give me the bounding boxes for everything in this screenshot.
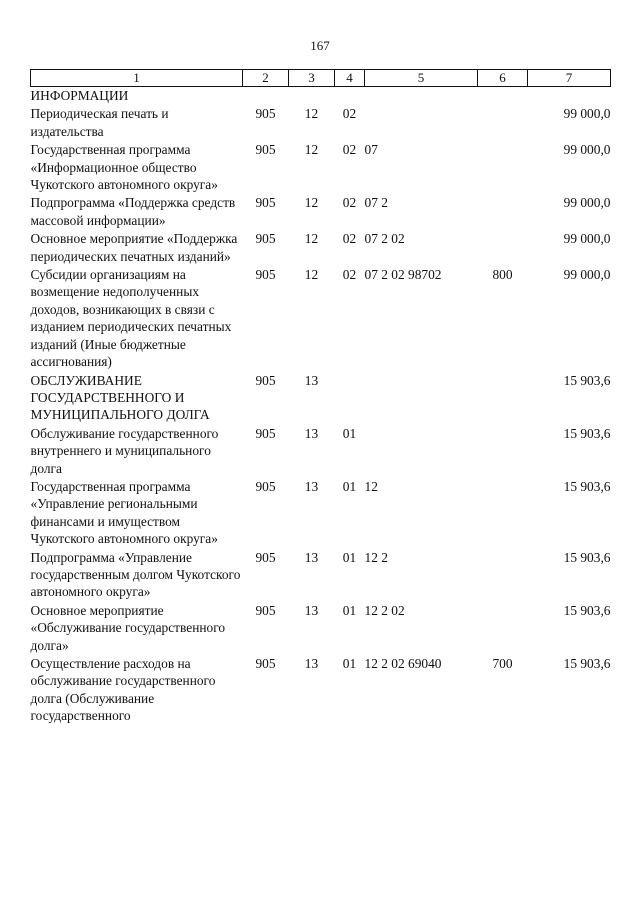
row-amount: 99 000,0 xyxy=(563,142,611,158)
row-expense-type xyxy=(478,141,528,194)
row-name: ОБСЛУЖИВАНИЕ ГОСУДАРСТВЕННОГО И МУНИЦИПАЛЬНОГО ДОЛГА xyxy=(30,372,210,423)
row-name: Основное мероприятие «Обслуживание государственного долга» xyxy=(30,602,226,653)
table-row xyxy=(31,87,611,106)
header-col-4: 4 xyxy=(335,70,365,87)
row-code-admin: 905 xyxy=(255,106,276,122)
row-section: 13 xyxy=(304,425,319,441)
header-col-1: 1 xyxy=(31,70,243,87)
row-name: Периодическая печать и издательства xyxy=(30,106,169,139)
row-expense-type xyxy=(478,602,528,655)
row-section xyxy=(289,87,335,106)
row-name: Осуществление расходов на обслуживание государственного долга (Обслуживание государственного xyxy=(30,656,216,724)
header-row xyxy=(31,70,611,87)
row-section: 13 xyxy=(304,549,319,565)
table-row xyxy=(31,478,611,549)
row-amount: 15 903,6 xyxy=(563,478,611,494)
row-amount: 99 000,0 xyxy=(563,231,611,247)
row-expense-type xyxy=(478,194,528,230)
row-name: Основное мероприятие «Поддержка периодических печатных изданий» xyxy=(30,231,238,264)
row-subsection: 02 xyxy=(342,195,357,211)
row-subsection: 02 xyxy=(342,267,357,283)
row-code-admin: 905 xyxy=(255,195,276,211)
page-number: 167 xyxy=(310,38,330,53)
row-subsection: 02 xyxy=(342,106,357,122)
header-col-7: 7 xyxy=(528,70,611,87)
table-row xyxy=(31,655,611,726)
row-expense-type xyxy=(478,549,528,602)
row-target-article: 07 2 02 98702 xyxy=(364,267,442,283)
row-section: 12 xyxy=(304,142,319,158)
row-amount: 15 903,6 xyxy=(563,549,611,565)
row-section: 12 xyxy=(304,195,319,211)
row-expense-type xyxy=(478,105,528,141)
row-subsection xyxy=(335,372,365,425)
row-code-admin: 905 xyxy=(255,372,276,388)
header-col-3: 3 xyxy=(289,70,335,87)
table-row xyxy=(31,602,611,655)
row-amount: 15 903,6 xyxy=(563,425,611,441)
row-code-admin xyxy=(243,87,289,106)
row-amount: 15 903,6 xyxy=(563,602,611,618)
row-target-article: 12 2 02 xyxy=(364,602,405,618)
row-amount: 99 000,0 xyxy=(563,106,611,122)
row-section: 13 xyxy=(304,372,319,388)
row-code-admin: 905 xyxy=(255,602,276,618)
row-target-article: 07 xyxy=(364,142,378,158)
table-row xyxy=(31,230,611,266)
row-name: Подпрограмма «Управление государственным долгом Чукотского автономного округа» xyxy=(30,549,241,600)
row-code-admin: 905 xyxy=(255,478,276,494)
row-target-article: 12 2 xyxy=(364,549,388,565)
row-name: Государственная программа «Информационное общество Чукотского автономного округа» xyxy=(30,142,218,193)
row-amount: 15 903,6 xyxy=(563,656,611,671)
row-subsection xyxy=(335,87,365,106)
table-row xyxy=(31,549,611,602)
row-section: 12 xyxy=(304,267,319,283)
row-amount: 99 000,0 xyxy=(563,195,611,211)
row-amount: 15 903,6 xyxy=(563,372,611,388)
row-section: 13 xyxy=(304,602,319,618)
table-row xyxy=(31,266,611,371)
header-col-5: 5 xyxy=(365,70,478,87)
row-section: 12 xyxy=(304,231,319,247)
row-subsection: 01 xyxy=(342,656,357,671)
row-expense-type: 700 xyxy=(492,656,513,671)
budget-table xyxy=(30,69,611,726)
header-col-2: 2 xyxy=(243,70,289,87)
row-target-article xyxy=(365,372,478,425)
row-code-admin: 905 xyxy=(255,231,276,247)
row-expense-type xyxy=(478,230,528,266)
header-col-6: 6 xyxy=(478,70,528,87)
row-target-article: 12 2 02 69040 xyxy=(364,656,442,671)
row-name: Подпрограмма «Поддержка средств массовой информации» xyxy=(30,195,236,228)
table-row xyxy=(31,372,611,425)
row-expense-type xyxy=(478,87,528,106)
row-expense-type xyxy=(478,425,528,478)
row-section: 13 xyxy=(304,478,319,494)
row-amount: 99 000,0 xyxy=(563,267,611,283)
row-expense-type: 800 xyxy=(492,267,513,283)
table-row xyxy=(31,425,611,478)
row-target-article: 07 2 xyxy=(364,195,388,211)
row-code-admin: 905 xyxy=(255,425,276,441)
table-row xyxy=(31,194,611,230)
row-code-admin: 905 xyxy=(255,656,276,671)
row-subsection: 01 xyxy=(342,549,357,565)
row-section: 12 xyxy=(304,106,319,122)
table-row xyxy=(31,141,611,194)
row-code-admin: 905 xyxy=(255,267,276,283)
row-code-admin: 905 xyxy=(255,549,276,565)
row-name: Государственная программа «Управление региональными финансами и имуществом Чукотского автономного округа» xyxy=(30,478,218,547)
row-expense-type xyxy=(478,372,528,425)
row-section: 13 xyxy=(304,656,319,671)
row-name: ИНФОРМАЦИИ xyxy=(30,88,129,103)
row-target-article: 07 2 02 xyxy=(364,231,405,247)
row-amount xyxy=(528,87,611,106)
row-target-article xyxy=(365,105,478,141)
row-subsection: 02 xyxy=(342,142,357,158)
row-code-admin: 905 xyxy=(255,142,276,158)
table-row xyxy=(31,105,611,141)
row-expense-type xyxy=(478,478,528,549)
row-subsection: 01 xyxy=(342,478,357,494)
row-name: Обслуживание государственного внутреннего и муниципального долга xyxy=(30,425,219,476)
row-target-article xyxy=(365,425,478,478)
row-name: Субсидии организациям на возмещение недополученных доходов, возникающих в связи с изданием периодических печатных изданий (Иные бюджетные ассигнования) xyxy=(30,267,232,370)
row-target-article xyxy=(365,87,478,106)
row-subsection: 02 xyxy=(342,231,357,247)
row-subsection: 01 xyxy=(342,425,357,441)
row-target-article: 12 xyxy=(364,478,378,494)
row-subsection: 01 xyxy=(342,602,357,618)
